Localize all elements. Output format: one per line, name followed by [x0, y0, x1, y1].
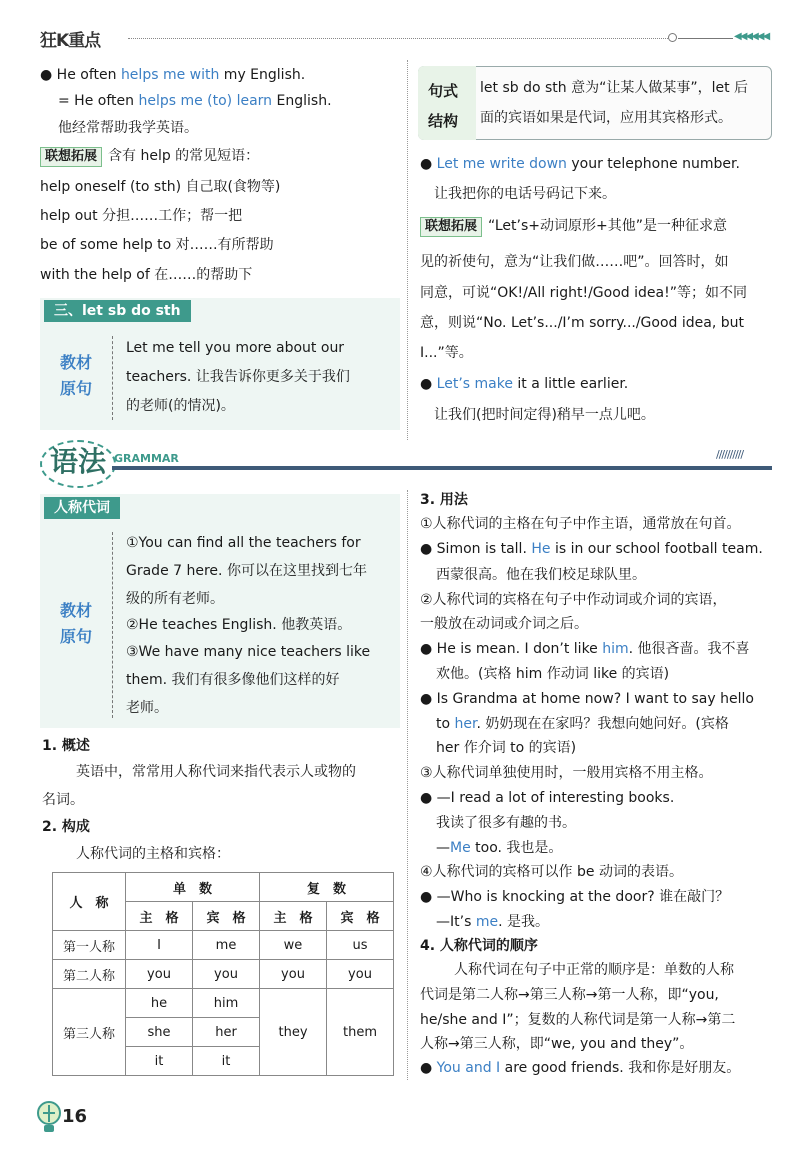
- association-tag: 联想拓展: [420, 217, 482, 237]
- help-phrase: help out 分担……工作；帮一把: [40, 208, 243, 224]
- usage-example: to her. 奶奶现在在家吗？我想向她问好。(宾格: [436, 716, 729, 732]
- header-arrows-icon: ◀◀◀◀◀◀: [734, 31, 769, 42]
- grammar-subtitle: GRAMMAR: [114, 452, 179, 465]
- pronoun-table: [52, 872, 394, 1076]
- pronoun-source-block: [40, 494, 400, 728]
- pronoun-banner: 人称代词: [44, 497, 120, 519]
- overview-text: 英语中，常常用人称代词来指代表示人或物的: [76, 764, 356, 780]
- usage-example: ● He is mean. I don’t like him. 他很吝啬。我不喜: [420, 641, 750, 657]
- structure-text: let sb do sth 意为“让某人做某事”，let 后: [480, 80, 749, 96]
- section3-banner: 三、let sb do sth: [44, 300, 191, 322]
- lets-explanation: 见的祈使句，意为“让我们做……吧”。回答时，如: [420, 254, 729, 270]
- th-subj: 主 格: [260, 902, 327, 931]
- source-divider: [112, 532, 113, 718]
- grammar-rule: [112, 466, 772, 470]
- order-example: ● You and I are good friends. 我和你是好朋友。: [420, 1060, 741, 1076]
- header-circle-icon: [668, 33, 677, 42]
- heading-usage: 3. 用法: [420, 492, 468, 508]
- source-sentence: 老师。: [126, 700, 168, 716]
- grammar-title: 语法: [50, 445, 107, 478]
- usage-rule: ②人称代词的宾格在句子中作动词或介词的宾语，: [420, 592, 727, 608]
- source-sentence: Grade 7 here. 你可以在这里找到七年: [126, 563, 367, 579]
- association-tag: 联想拓展: [40, 147, 102, 167]
- order-text: 人称代词在句子中正常的顺序是：单数的人称: [454, 962, 734, 978]
- help-phrase: help oneself (to sth) 自己取(食物等): [40, 179, 281, 195]
- lets-explanation: I...”等。: [420, 345, 473, 361]
- grammar-slashes: //////////: [716, 448, 744, 461]
- usage-example: ● Is Grandma at home now? I want to say hello: [420, 691, 754, 707]
- logo-text: 狂K重点: [40, 31, 101, 51]
- header-logo: [40, 26, 100, 51]
- source-sentence: them. 我们有很多像他们这样的好: [126, 672, 340, 688]
- header-divider: [128, 38, 668, 39]
- usage-example: ● —I read a lot of interesting books.: [420, 790, 675, 806]
- table-row: 第三人称 he him they them: [53, 989, 394, 1018]
- overview-text: 名词。: [42, 792, 84, 808]
- source-sentence: 级的所有老师。: [126, 591, 224, 607]
- source-label: 教材 原句: [60, 353, 93, 398]
- usage-rule: 一般放在动词或介词之后。: [420, 616, 588, 632]
- help-phrase: be of some help to 对……有所帮助: [40, 237, 274, 253]
- usage-example-cn: her 作介词 to 的宾语): [436, 740, 577, 756]
- usage-example: —Me too. 我也是。: [436, 840, 563, 856]
- let-example2: ● Let’s make it a little earlier.: [420, 376, 629, 392]
- usage-rule: ④人称代词的宾格可以作 be 动词的表语。: [420, 864, 683, 880]
- column-divider: [407, 60, 408, 440]
- table-row: she her: [53, 1018, 394, 1047]
- composition-text: 人称代词的主格和宾格：: [76, 846, 230, 862]
- column-divider: [407, 490, 408, 1080]
- let-example1: ● Let me write down your telephone number.: [420, 156, 740, 172]
- th-obj: 宾 格: [193, 902, 260, 931]
- page-number: 16: [62, 1106, 88, 1127]
- th-plural: 复 数: [260, 873, 394, 902]
- left-example-line2: = He often helps me (to) learn English.: [58, 93, 332, 109]
- order-text: he/she and I”；复数的人称代词是第一人称→第二: [420, 1012, 736, 1028]
- structure-text: 面的宾语如果是代词，应用其宾格形式。: [480, 110, 732, 126]
- source-sentence: ③We have many nice teachers like: [126, 644, 371, 660]
- structure-label-text: 句式 结构: [428, 82, 459, 130]
- source-divider: [112, 336, 113, 420]
- help-phrase: with the help of 在……的帮助下: [40, 267, 253, 283]
- let-example2-cn: 让我们(把时间定得)稍早一点儿吧。: [434, 407, 655, 423]
- let-example1-cn: 让我把你的电话号码记下来。: [434, 186, 616, 202]
- th-person: 人 称: [53, 873, 126, 931]
- table-row: 第二人称 you you you you: [53, 960, 394, 989]
- usage-example: ● Simon is tall. He is in our school football team.: [420, 541, 763, 557]
- order-text: 代词是第二人称→第三人称→第一人称，即“you,: [420, 987, 719, 1003]
- usage-example: ● —Who is knocking at the door? 谁在敲门？: [420, 889, 730, 905]
- left-example-cn: 他经常帮助我学英语。: [58, 120, 198, 136]
- header-line: [678, 38, 733, 39]
- order-text: 人称→第三人称，即“we, you and they”。: [420, 1036, 694, 1052]
- source-sentence: 的老师(的情况)。: [126, 398, 235, 414]
- th-obj: 宾 格: [327, 902, 394, 931]
- th-singular: 单 数: [126, 873, 260, 902]
- lets-explanation: 意，则说“No. Let’s.../I’m sorry.../Good idea, but: [420, 315, 744, 331]
- source-sentence: Let me tell you more about our: [126, 340, 345, 356]
- heading-overview: 1. 概述: [42, 738, 90, 754]
- page-number-badge: [36, 1098, 88, 1138]
- left-example-line1: ● He often helps me with my English.: [40, 67, 306, 83]
- usage-example-cn: 我读了很多有趣的书。: [436, 815, 576, 831]
- usage-rule: ①人称代词的主格在句子中作主语，通常放在句首。: [420, 516, 741, 532]
- lets-explanation: 联想拓展 “Let’s+动词原形+其他”是一种征求意: [420, 216, 727, 237]
- help-phrases-intro: 联想拓展 含有 help 的常见短语：: [40, 146, 259, 167]
- source-sentence: ①You can find all the teachers for: [126, 535, 361, 551]
- th-subj: 主 格: [126, 902, 193, 931]
- heading-order: 4. 人称代词的顺序: [420, 938, 538, 954]
- usage-example: —It’s me. 是我。: [436, 914, 549, 930]
- usage-example-cn: 西蒙很高。他在我们校足球队里。: [436, 567, 646, 583]
- usage-example-cn: 欢他。(宾格 him 作动词 like 的宾语): [436, 666, 670, 682]
- usage-rule: ③人称代词单独使用时，一般用宾格不用主格。: [420, 765, 713, 781]
- heading-composition: 2. 构成: [42, 819, 90, 835]
- source-sentence: ②He teaches English. 他教英语。: [126, 617, 352, 633]
- source-sentence: teachers. 让我告诉你更多关于我们: [126, 369, 350, 385]
- table-row: 第一人称 I me we us: [53, 931, 394, 960]
- table-row: it it: [53, 1047, 394, 1076]
- source-label: 教材 原句: [60, 601, 93, 646]
- bulb-icon: [36, 1100, 62, 1136]
- lets-explanation: 同意，可说“OK!/All right!/Good idea!”等；如不同: [420, 285, 747, 301]
